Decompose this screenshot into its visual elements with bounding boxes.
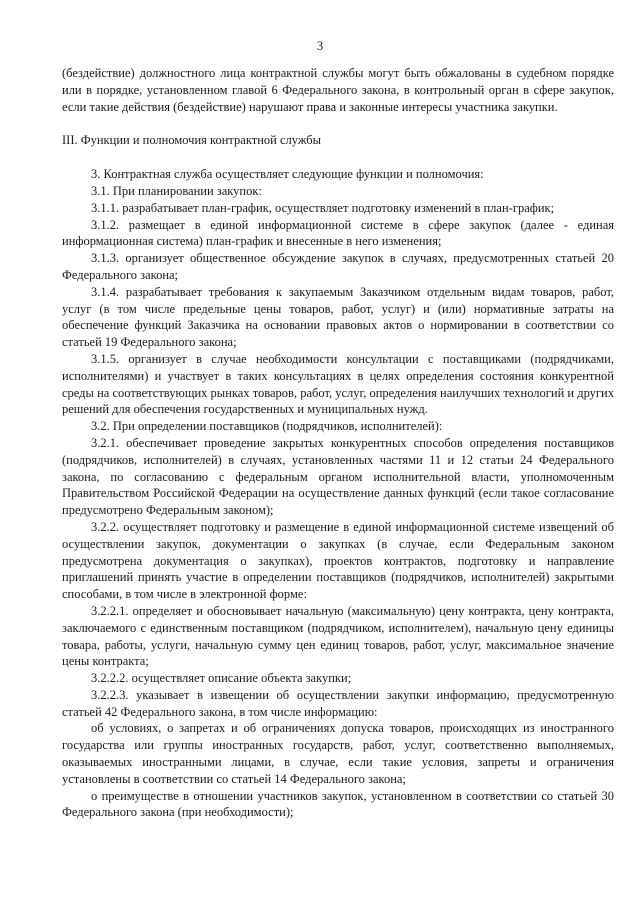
paragraph: 3.1. При планировании закупок: <box>91 183 262 198</box>
paragraph: 3.2.2.1. определяет и обосновывает начальную (максимальную) цену контракта, цену контракта, заключаемого с единственным поставщиком (подрядчиком, исполнителем), начальную цену единицы товара, работы, услуги, начальную сумму цен единиц товаров, работ, услуг, максимальное значение цены контракта; <box>62 603 614 669</box>
paragraph: 3.1.2. размещает в единой информационной системе в сфере закупок (далее - единая информационная система) план-график и внесенные в него изменения; <box>62 217 614 249</box>
paragraph: о преимуществе в отношении участников закупок, установленном в соответствии со статьей 30 Федерального закона (при необходимости); <box>62 788 614 820</box>
paragraph: 3.1.3. организует общественное обсуждение закупок в случаях, предусмотренных статьей 20 Федерального закона; <box>62 251 614 282</box>
paragraph: об условиях, о запретах и об ограничениях допуска товаров, происходящих из иностранного государства или группы иностранных государств, работ, услуг, соответственно выполняемых, оказываемых иностранными лицами, в случае, если такие условия, запреты и ограничения установлены в соответствии со статьей 14 Федерального закона; <box>62 721 614 786</box>
section-heading: III. Функции и полномочия контрактной службы <box>62 133 322 148</box>
paragraph: 3.1.4. разрабатывает требования к закупаемым Заказчиком отдельным видам товаров, работ, услуг (в том числе предельные цены товаров, работ, услуг) и (или) нормативные затраты на обеспечение функций Заказчика на основании правовых актов о нормировании в соответствии со статьей 19 Федерального закона; <box>62 284 614 350</box>
paragraph: 3.2.1. обеспечивает проведение закрытых конкурентных способов определения поставщиков (подрядчиков, исполнителей) в случаях, установленных частями 11 и 12 статьи 24 Федерального закона, по согласованию с федеральным органом исполнительной власти, уполномоченным Правительством Российской Федерации на осуществление данных функций (если такое согласование предусмотрено Федеральным законом); <box>62 435 614 518</box>
page-number: 3 <box>316 39 324 53</box>
document-body <box>62 65 614 821</box>
paragraph: 3.2.2.3. указывает в извещении об осуществлении закупки информацию, предусмотренную статьей 42 Федерального закона, в том числе информацию: <box>62 687 614 719</box>
paragraph: 3.1.1. разрабатывает план-график, осуществляет подготовку изменений в план-график; <box>91 200 555 215</box>
paragraph: (бездействие) должностного лица контрактной службы могут быть обжалованы в судебном порядке или в порядке, установленном главой 6 Федерального закона, в контрольный орган в сфере закупок, если такие действия (бездействие) нарушают права и законные интересы участника закупки. <box>62 66 614 114</box>
paragraph: 3.1.5. организует в случае необходимости консультации с поставщиками (подрядчиками, исполнителями) и участвует в таких консультациях в целях определения состояния конкурентной среды на соответствующих рынках товаров, работ, услуг, определения наилучших технологий и других решений для обеспечения государственных и муниципальных нужд. <box>62 351 614 417</box>
paragraph: 3.2. При определении поставщиков (подрядчиков, исполнителей): <box>91 419 443 434</box>
paragraph: 3.2.2. осуществляет подготовку и размещение в единой информационной системе извещений об осуществлении закупок, документации о закупках (в случае, если Федеральным законом предусмотрена документация о закупках), проектов контрактов, подготовку и направление приглашений принять участие в определении поставщиков (подрядчиков, исполнителей) закрытыми способами, в том числе в электронной форме: <box>62 519 614 602</box>
paragraph: 3. Контрактная служба осуществляет следующие функции и полномочия: <box>91 167 484 182</box>
paragraph: 3.2.2.2. осуществляет описание объекта закупки; <box>91 671 352 686</box>
